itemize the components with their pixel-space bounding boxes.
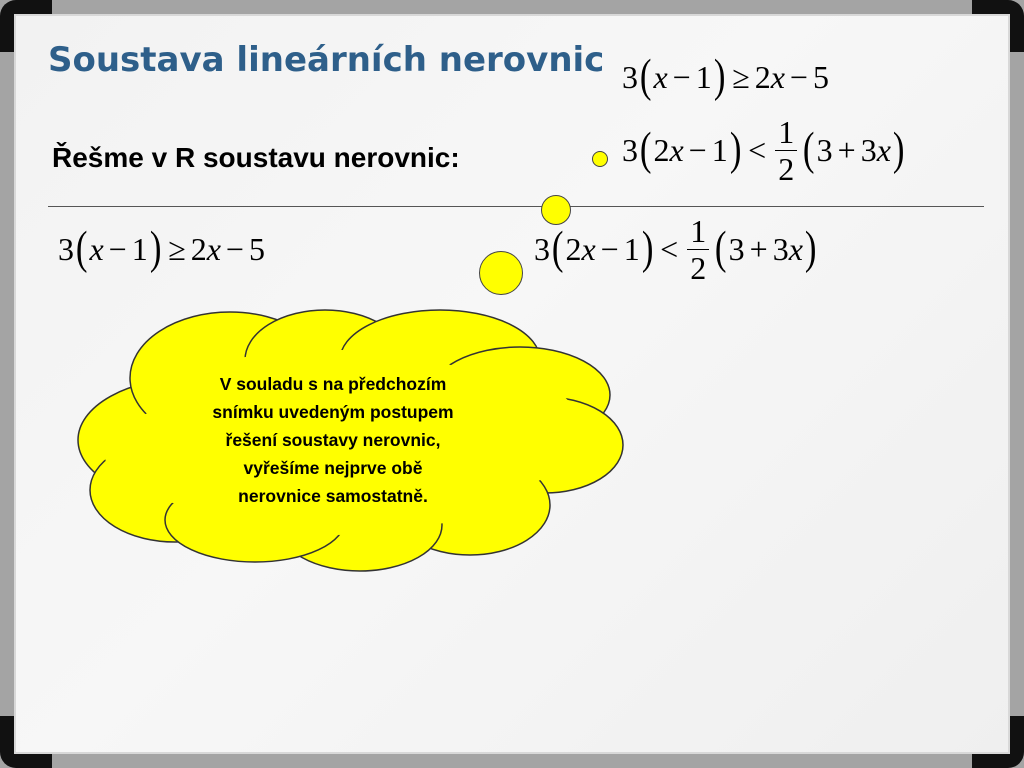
paren-close: ) xyxy=(804,223,817,275)
fraction-denominator: 2 xyxy=(778,151,795,187)
math-const: 3 xyxy=(728,231,745,267)
fraction-numerator: 1 xyxy=(775,116,797,151)
paren-open: ( xyxy=(639,124,652,176)
paren-close: ) xyxy=(641,223,654,275)
math-var: x xyxy=(876,132,891,168)
math-coef: 3 xyxy=(534,231,550,267)
math-coef: 3 xyxy=(860,132,877,168)
math-var: x xyxy=(89,230,104,267)
math-const: 1 xyxy=(623,231,640,267)
slide-subtitle: Řešme v R soustavu nerovnic: xyxy=(52,142,460,173)
paren-close: ) xyxy=(729,124,742,176)
math-op: − xyxy=(108,230,127,267)
math-var: x xyxy=(669,132,684,168)
slide-title: Soustava lineárních nerovnic xyxy=(48,40,605,80)
math-relation: < xyxy=(660,231,679,267)
callout-text: V souladu s na předchozím snímku uvedeným postupem řešení soustavy nerovnic, vyřešíme nejprve obě nerovnice samostatně. xyxy=(212,374,454,506)
math-const: 1 xyxy=(695,58,712,95)
math-var: x xyxy=(653,58,668,95)
math-op: − xyxy=(672,58,691,95)
math-op: − xyxy=(225,230,244,267)
math-coef: 3 xyxy=(622,132,638,168)
paren-open: ( xyxy=(75,223,88,274)
math-const: 1 xyxy=(711,132,728,168)
math-relation: ≥ xyxy=(732,58,750,95)
math-op: + xyxy=(837,132,856,168)
math-const: 5 xyxy=(248,230,265,267)
math-coef: 3 xyxy=(58,230,74,267)
math-var: x xyxy=(206,230,221,267)
math-coef: 3 xyxy=(622,58,638,95)
math-op: − xyxy=(600,231,619,267)
math-op: + xyxy=(749,231,768,267)
paren-close: ) xyxy=(149,223,162,274)
paren-close: ) xyxy=(892,124,905,176)
math-var: x xyxy=(788,231,803,267)
fraction-numerator: 1 xyxy=(687,215,709,250)
paren-open: ( xyxy=(551,223,564,275)
math-coef: 2 xyxy=(653,132,670,168)
math-coef: 3 xyxy=(772,231,789,267)
math-op: − xyxy=(688,132,707,168)
math-var: x xyxy=(770,58,785,95)
math-coef: 2 xyxy=(565,231,582,267)
math-const: 3 xyxy=(816,132,833,168)
fraction-denominator: 2 xyxy=(690,250,707,286)
paren-open: ( xyxy=(803,124,815,176)
math-op: − xyxy=(789,58,808,95)
math-relation: ≥ xyxy=(168,230,186,267)
paren-open: ( xyxy=(639,51,652,102)
math-coef: 2 xyxy=(190,230,207,267)
paren-open: ( xyxy=(715,223,727,275)
paren-close: ) xyxy=(713,51,726,102)
math-relation: < xyxy=(748,132,767,168)
math-const: 5 xyxy=(812,58,829,95)
math-const: 1 xyxy=(131,230,148,267)
math-coef: 2 xyxy=(754,58,771,95)
math-var: x xyxy=(581,231,596,267)
